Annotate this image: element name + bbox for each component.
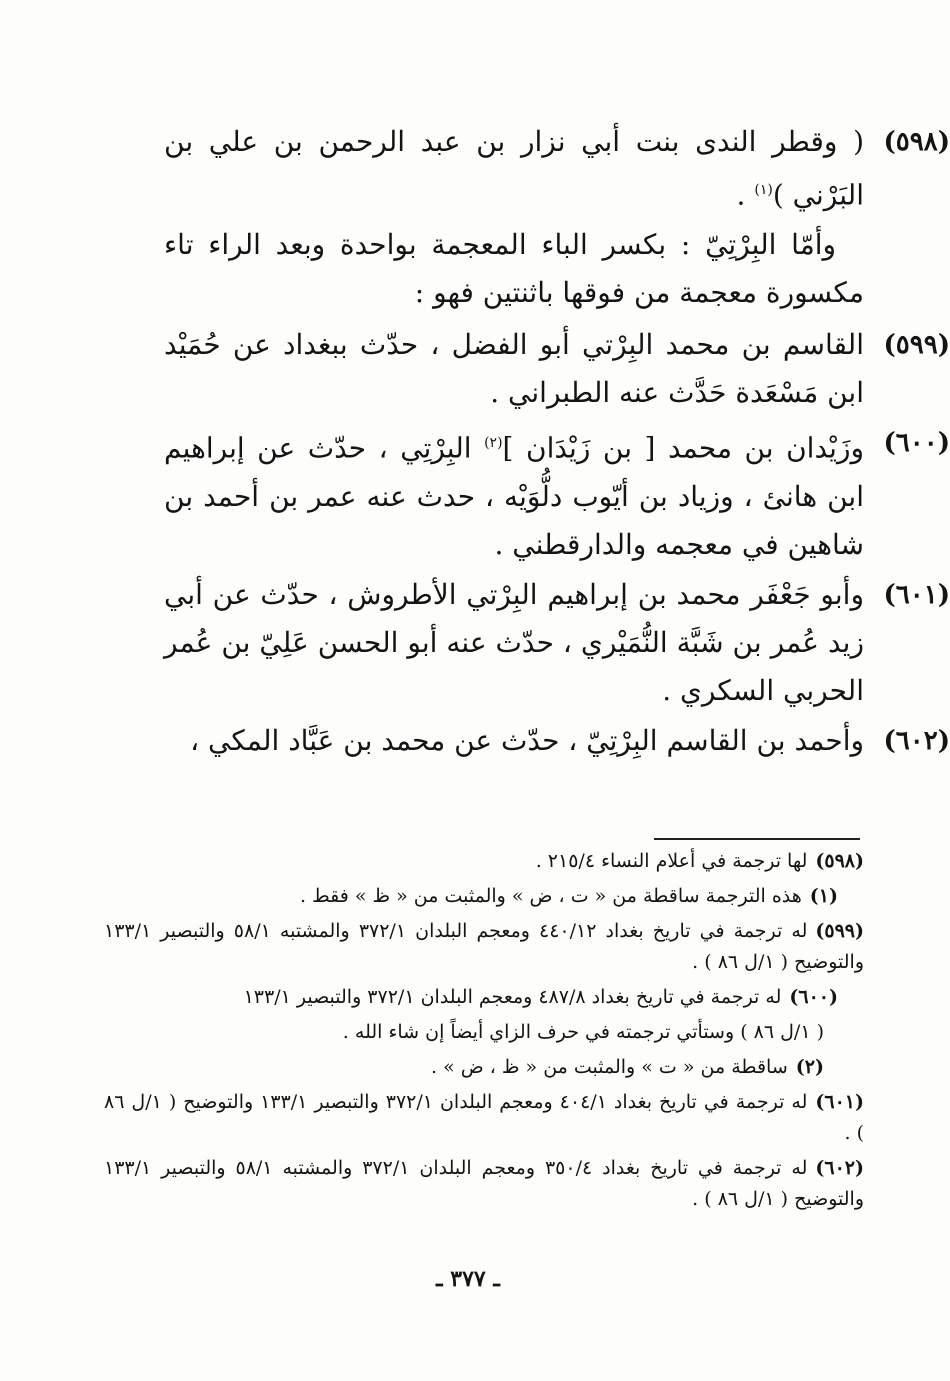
entry-599 xyxy=(164,321,950,417)
footnote-598: (٥٩٨)لها ترجمة في أعلام النساء ٢١٥/٤ . xyxy=(535,850,864,872)
footnotes xyxy=(104,846,864,1219)
footnote-divider xyxy=(654,838,860,840)
entry-number: (٦٠٢) xyxy=(883,725,950,756)
page-number: ـ ٣٧٧ ـ xyxy=(436,1266,500,1292)
entry-text: القاسم بن محمد البِرْتي أبو الفضل ، حدّث ببغداد عن حُمَيْد ابن مَسْعَدة حَدَّث عنه الطبراني . xyxy=(164,328,864,410)
entry-text: وأحمد بن القاسم البِرْتِيّ ، حدّث عن محمد بن عَبَّاد المكي ، xyxy=(190,723,864,757)
entry-text: وأبو جَعْفَر محمد بن إبراهيم البِرْتي الأطروش ، حدّث عن أبي زيد عُمر بن شَبَّة النُّمَيْري ، حدّث عنه أبو الحسن عَلِيّ بن عُمر الحربي السكري . xyxy=(164,577,864,707)
entry-598: (٥٩٨) ( وقطر الندى بنت أبي نزار بن عبد الرحمن بن علي بن البَرْني )$^{(١)}$ . xyxy=(164,118,864,219)
footnote-marker: (١) xyxy=(754,182,773,198)
footnote-2: (٢)ساقطة من « ت » والمثبت من « ظ ، ض » . xyxy=(431,1056,824,1078)
footnote-601: (٦٠١)له ترجمة في تاريخ بغداد ٤٠٤/١ ومعجم البلدان ٣٧٢/١ والتبصير ١٣٣/١ والتوضيح ( ١/ل ٨٦ ) . xyxy=(104,1091,865,1144)
main-text xyxy=(164,118,950,767)
entry-number: (٦٠٠) xyxy=(883,428,950,459)
entry-text: وزَيْدان بن محمد [ بن زَيْدَان ] xyxy=(502,431,864,465)
footnote-602: (٦٠٢)له ترجمة في تاريخ بغداد ٣٥٠/٤ ومعجم البلدان ٣٧٢/١ والمشتبه ٥٨/١ والتبصير ١٣٣/١ والتوضيح ( ١/ل ٨٦ ) . xyxy=(104,1157,864,1210)
entry-601 xyxy=(164,571,950,715)
entry-text: ( وقطر الندى بنت أبي نزار بن عبد الرحمن بن علي بن البَرْني ) xyxy=(164,125,864,212)
footnote-1: (١)هذه الترجمة ساقطة من « ت ، ض » والمثبت من « ظ » فقط . xyxy=(300,885,838,907)
entry-600: (٦٠٠) وزَيْدان بن محمد [ بن زَيْدَان ]$^{(٢)}$ البِرْتِي ، حدّث عن إبراهيم ابن هانئ ، وزياد بن أيّوب دلُّوَيْه ، حدث عنه عمر بن أحمد بن شاهين في معجمه والدارقطني . xyxy=(164,419,864,568)
entry-number: (٥٩٩) xyxy=(883,330,950,361)
paragraph-birti-intro: وأمّا البِرْتِيّ : بكسر الباء المعجمة بواحدة وبعد الراء تاء مكسورة معجمة من فوقها باثنتين فهو : xyxy=(164,228,864,310)
footnote-600-continued: ( ١/ل ٨٦ ) وستأتي ترجمته في حرف الزاي أيضاً إن شاء الله . xyxy=(342,1021,824,1043)
footnote-600: (٦٠٠)له ترجمة في تاريخ بغداد ٤٨٧/٨ ومعجم البلدان ٣٧٢/١ والتبصير ١٣٣/١ xyxy=(243,986,838,1008)
entry-number: (٥٩٨) xyxy=(883,127,950,157)
entry-number: (٦٠١) xyxy=(883,579,950,610)
footnote-marker: (٢) xyxy=(484,435,503,452)
footnote-599: (٥٩٩)له ترجمة في تاريخ بغداد ٤٤٠/١٢ ومعجم البلدان ٣٧٢/١ والمشتبه ٥٨/١ والتبصير ١٣٣/١ والتوضيح ( ١/ل ٨٦ ) . xyxy=(104,920,864,973)
entry-602 xyxy=(164,717,950,765)
